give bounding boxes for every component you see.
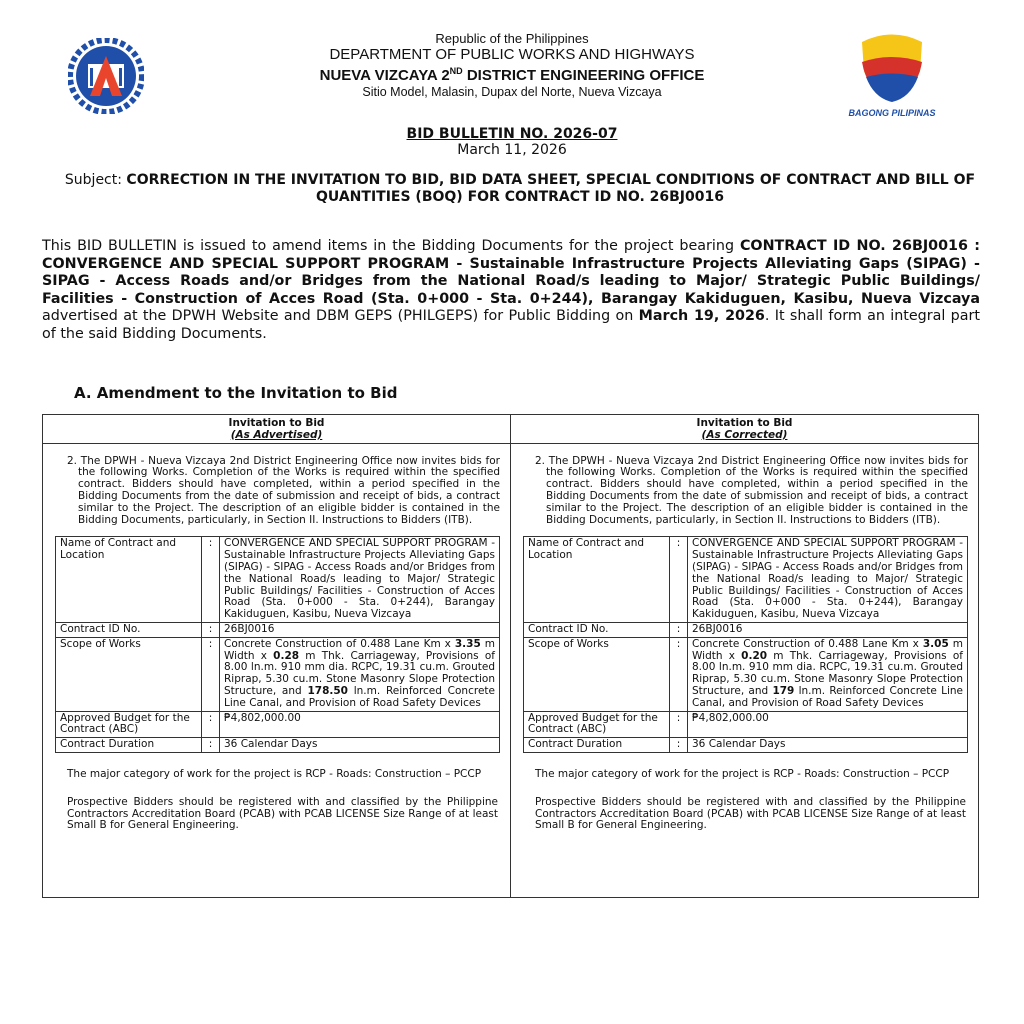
scope-thickness: 0.20 xyxy=(741,649,768,662)
section-heading: A. Amendment to the Invitation to Bid xyxy=(74,384,398,402)
table-row xyxy=(524,711,968,738)
invitation-paragraph: 2. The DPWH - Nueva Vizcaya 2nd District Engineering Office now invites bids for the following Works. Completion of the Works is required within the specified contract. Bidders should have completed, within a period specified in the Bidding Documents from the date of submission and receipt of bids, a contract similar to the Project. The description of an eligible bidder is contained in the Bidding Documents, particularly, in Section II. Instructions to Bidders (ITB). xyxy=(67,454,500,526)
intro-date: March 19, 2026 xyxy=(638,308,765,324)
contract-details-table xyxy=(523,536,968,753)
scope-text: m Thk. Carriageway, Provisions of 8.00 ln.m. 910 mm dia. RCPC, 19.31 cu.m. Grouted Riprap, 5.30 cu.m. Stone Masonry Slope Protection Structure, and xyxy=(224,649,495,697)
row-label: Approved Budget for the Contract (ABC) xyxy=(524,711,670,738)
subject-text: CORRECTION IN THE INVITATION TO BID, BID DATA SHEET, SPECIAL CONDITIONS OF CONTRACT AND BILL OF QUANTITIES (BOQ) FOR CONTRACT ID NO. 26BJ0016 xyxy=(126,172,976,205)
table-row xyxy=(56,711,500,738)
scope-thickness: 0.28 xyxy=(273,649,300,662)
scope-text: m Width x xyxy=(224,637,495,662)
table-row xyxy=(524,637,968,711)
row-value xyxy=(688,637,968,711)
row-label: Name of Contract and Location xyxy=(524,537,670,623)
republic-line: Republic of the Philippines xyxy=(435,31,589,46)
row-value xyxy=(220,637,500,711)
row-label: Name of Contract and Location xyxy=(56,537,202,623)
intro-paragraph xyxy=(42,238,980,343)
scope-text: m Width x xyxy=(692,637,963,662)
colon: : xyxy=(670,637,688,711)
category-note: The major category of work for the project is RCP - Roads: Construction – PCCP xyxy=(535,767,950,780)
row-value: 36 Calendar Days xyxy=(220,738,500,753)
colon: : xyxy=(670,738,688,753)
intro-text: This BID BULLETIN is issued to amend items in the Bidding Documents for the project bearing xyxy=(42,238,740,254)
office-sup: ND xyxy=(449,66,463,76)
row-label: Contract Duration xyxy=(56,738,202,753)
table-row xyxy=(524,738,968,753)
bagong-pilipinas-logo xyxy=(832,22,952,118)
row-label: Scope of Works xyxy=(56,637,202,711)
row-value: CONVERGENCE AND SPECIAL SUPPORT PROGRAM - Sustainable Infrastructure Projects Alleviating Gaps (SIPAG) - SIPAG - Access Roads and/or Bridges from the National Road/s leading to Major/ Strategic Public Buildings/ Facilities - Construction of Acces Road (Sta. 0+000 - Sta. 0+244), Barangay Kakiduguen, Kasibu, Nueva Vizcaya xyxy=(220,537,500,623)
office-name: NUEVA VIZCAYA 2 xyxy=(319,67,450,84)
row-label: Contract ID No. xyxy=(56,622,202,637)
category-note: The major category of work for the project is RCP - Roads: Construction – PCCP xyxy=(67,767,482,780)
column-subtitle: (As Corrected) xyxy=(701,428,788,441)
bulletin-title: BID BULLETIN NO. 2026-07 xyxy=(406,126,618,142)
row-label: Contract ID No. xyxy=(524,622,670,637)
table-row xyxy=(524,622,968,637)
row-label: Approved Budget for the Contract (ABC) xyxy=(56,711,202,738)
colon: : xyxy=(670,622,688,637)
subject-label: Subject: xyxy=(64,172,127,188)
scope-text: Concrete Construction of 0.488 Lane Km x xyxy=(224,637,455,650)
subject xyxy=(60,172,980,206)
intro-text: advertised at the DPWH Website and DBM GEPS (PHILGEPS) for Public Bidding on xyxy=(42,308,639,324)
scope-text: Concrete Construction of 0.488 Lane Km x xyxy=(692,637,923,650)
address-line: Sitio Model, Malasin, Dupax del Norte, Nueva Vizcaya xyxy=(362,85,662,99)
row-value: 26BJ0016 xyxy=(688,622,968,637)
invitation-paragraph: 2. The DPWH - Nueva Vizcaya 2nd District Engineering Office now invites bids for the following Works. Completion of the Works is required within the specified contract. Bidders should have completed, within a period specified in the Bidding Documents from the date of submission and receipt of bids, a contract similar to the Project. The description of an eligible bidder is contained in the Bidding Documents, particularly, in Section II. Instructions to Bidders (ITB). xyxy=(535,454,968,526)
scope-width: 3.35 xyxy=(454,637,481,650)
row-value: CONVERGENCE AND SPECIAL SUPPORT PROGRAM - Sustainable Infrastructure Projects Alleviating Gaps (SIPAG) - SIPAG - Access Roads and/or Bridges from the National Road/s leading to Major/ Strategic Public Buildings/ Facilities - Construction of Acces Road (Sta. 0+000 - Sta. 0+244), Barangay Kakiduguen, Kasibu, Nueva Vizcaya xyxy=(688,537,968,623)
column-header xyxy=(43,415,510,444)
column-subtitle: (As Advertised) xyxy=(230,428,323,441)
scope-text: m Thk. Carriageway, Provisions of 8.00 ln.m. 910 mm dia. RCPC, 19.31 cu.m. Grouted Riprap, 5.30 cu.m. Stone Masonry Slope Protection Structure, and xyxy=(692,649,963,697)
intro-contract: CONTRACT ID NO. 26BJ0016 : CONVERGENCE AND SPECIAL SUPPORT PROGRAM - Sustainable Infrastructure Projects Alleviating Gaps (SIPAG) - SIPAG - Access Roads and/or Bridges from the National Road/s leading to Major/ Strategic Public Buildings/ Facilities - Construction of Acces Road (Sta. 0+000 - Sta. 0+244), Barangay Kakiduguen, Kasibu, Nueva Vizcaya xyxy=(42,238,981,307)
table-row xyxy=(524,537,968,623)
table-row xyxy=(56,537,500,623)
row-value: ₱4,802,000.00 xyxy=(220,711,500,738)
intro-text: . It shall form an integral part of the said Bidding Documents. xyxy=(42,308,980,342)
office-name-rest: DISTRICT ENGINEERING OFFICE xyxy=(462,67,705,84)
column-as-corrected xyxy=(510,414,979,898)
colon: : xyxy=(202,537,220,623)
scope-canal-length: 178.50 xyxy=(307,684,348,697)
bulletin-heading xyxy=(0,126,1024,158)
table-row xyxy=(56,622,500,637)
department-line: DEPARTMENT OF PUBLIC WORKS AND HIGHWAYS xyxy=(329,46,695,63)
scope-width: 3.05 xyxy=(922,637,949,650)
row-value: 26BJ0016 xyxy=(220,622,500,637)
column-title: Invitation to Bid xyxy=(696,417,793,429)
row-label: Scope of Works xyxy=(524,637,670,711)
colon: : xyxy=(202,738,220,753)
column-as-advertised xyxy=(42,414,511,898)
row-value: ₱4,802,000.00 xyxy=(688,711,968,738)
pcab-note: Prospective Bidders should be registered with and classified by the Philippine Contractors Accreditation Board (PCAB) with PCAB LICENSE Size Range of at least Small B for General Engineering. xyxy=(535,795,966,832)
row-value: 36 Calendar Days xyxy=(688,738,968,753)
colon: : xyxy=(670,711,688,738)
bulletin-date: March 11, 2026 xyxy=(457,142,567,158)
scope-text: ln.m. Reinforced Concrete Line Canal, and Provision of Road Safety Devices xyxy=(224,684,495,709)
pcab-note: Prospective Bidders should be registered with and classified by the Philippine Contractors Accreditation Board (PCAB) with PCAB LICENSE Size Range of at least Small B for General Engineering. xyxy=(67,795,498,832)
logo-text: BAGONG PILIPINAS xyxy=(848,108,936,118)
column-header xyxy=(511,415,978,444)
colon: : xyxy=(202,711,220,738)
contract-details-table xyxy=(55,536,500,753)
scope-text: ln.m. Reinforced Concrete Line Canal, and Provision of Road Safety Devices xyxy=(692,684,963,709)
table-row xyxy=(56,637,500,711)
colon: : xyxy=(202,622,220,637)
colon: : xyxy=(202,637,220,711)
scope-canal-length: 179 xyxy=(772,684,795,697)
colon: : xyxy=(670,537,688,623)
column-title: Invitation to Bid xyxy=(228,417,325,429)
row-label: Contract Duration xyxy=(524,738,670,753)
table-row xyxy=(56,738,500,753)
